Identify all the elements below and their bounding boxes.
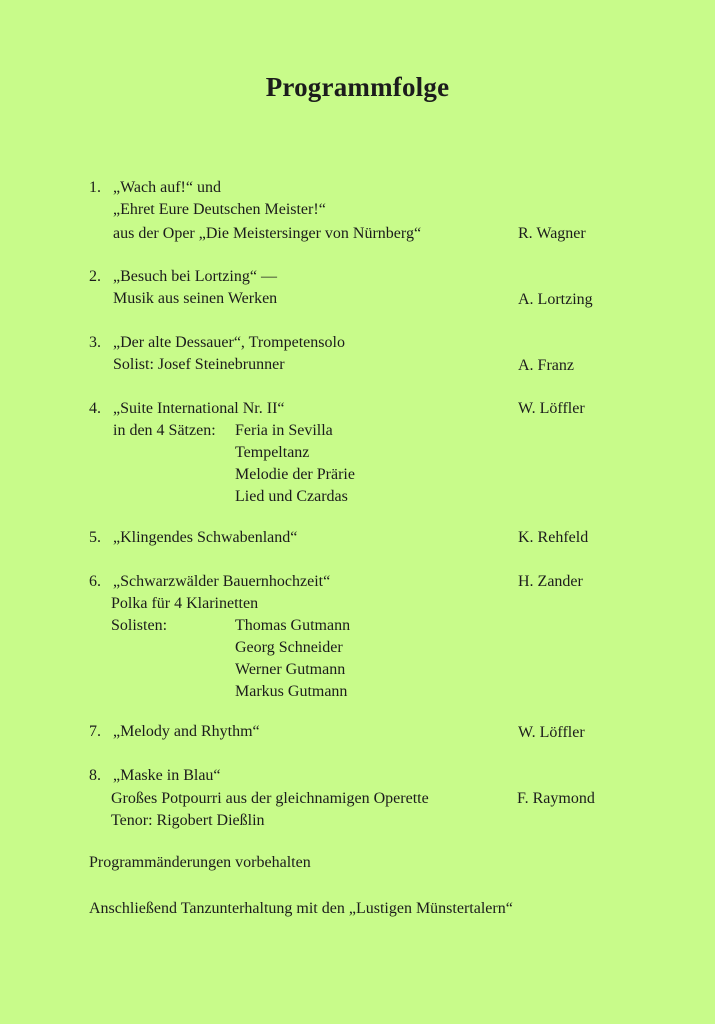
item-number: 5.: [89, 529, 101, 546]
item-composer: A. Franz: [518, 357, 574, 374]
item-composer: W. Löffler: [518, 400, 585, 417]
item-number: 8.: [89, 767, 101, 784]
item-composer: A. Lortzing: [518, 291, 593, 308]
item-title: „Der alte Dessauer“, Trompetensolo: [113, 334, 345, 351]
page-title: Programmfolge: [265, 72, 450, 102]
movement: Feria in Sevilla: [235, 422, 333, 439]
item-title: „Melody and Rhythm“: [113, 723, 260, 740]
soloist: Georg Schneider: [235, 639, 343, 656]
item-title: „Wach auf!“ und: [113, 179, 221, 196]
item-title: „Maske in Blau“: [113, 767, 221, 784]
item-line: Solisten:: [111, 617, 168, 634]
item-title: „Schwarzwälder Bauernhochzeit“: [113, 573, 331, 590]
item-title: „Klingendes Schwabenland“: [113, 529, 298, 546]
item-line: in den 4 Sätzen:: [113, 422, 216, 439]
dance-note: Anschließend Tanzunterhaltung mit den „Lustigen Münstertalern“: [89, 900, 513, 917]
item-title: „Besuch bei Lortzing“ —: [113, 268, 277, 285]
item-number: 2.: [89, 268, 101, 285]
item-composer: K. Rehfeld: [518, 529, 589, 546]
movement: Tempeltanz: [235, 444, 310, 461]
soloist: Markus Gutmann: [235, 683, 348, 700]
item-line: Großes Potpourri aus der gleichnamigen Operette: [111, 790, 429, 807]
item-number: 4.: [89, 400, 101, 417]
item-number: 3.: [89, 334, 101, 351]
movement: Lied und Czardas: [235, 488, 348, 505]
item-number: 7.: [89, 723, 101, 740]
item-line: Polka für 4 Klarinetten: [111, 595, 259, 612]
program-note: Programmänderungen vorbehalten: [89, 854, 311, 871]
item-composer: H. Zander: [518, 573, 583, 590]
item-line: aus der Oper „Die Meistersinger von Nürnberg“: [113, 225, 422, 242]
item-number: 6.: [89, 573, 101, 590]
item-title: „Suite International Nr. II“: [113, 400, 285, 417]
soloist: Thomas Gutmann: [235, 617, 351, 634]
item-line: Musik aus seinen Werken: [113, 290, 278, 307]
item-composer: W. Löffler: [518, 724, 585, 741]
item-line: „Ehret Eure Deutschen Meister!“: [113, 201, 326, 218]
movement: Melodie der Prärie: [235, 466, 355, 483]
item-line: Tenor: Rigobert Dießlin: [111, 812, 265, 829]
soloist: Werner Gutmann: [235, 661, 346, 678]
item-number: 1.: [89, 179, 101, 196]
item-composer: F. Raymond: [517, 790, 595, 807]
item-line: Solist: Josef Steinebrunner: [113, 356, 285, 373]
item-composer: R. Wagner: [518, 225, 586, 242]
